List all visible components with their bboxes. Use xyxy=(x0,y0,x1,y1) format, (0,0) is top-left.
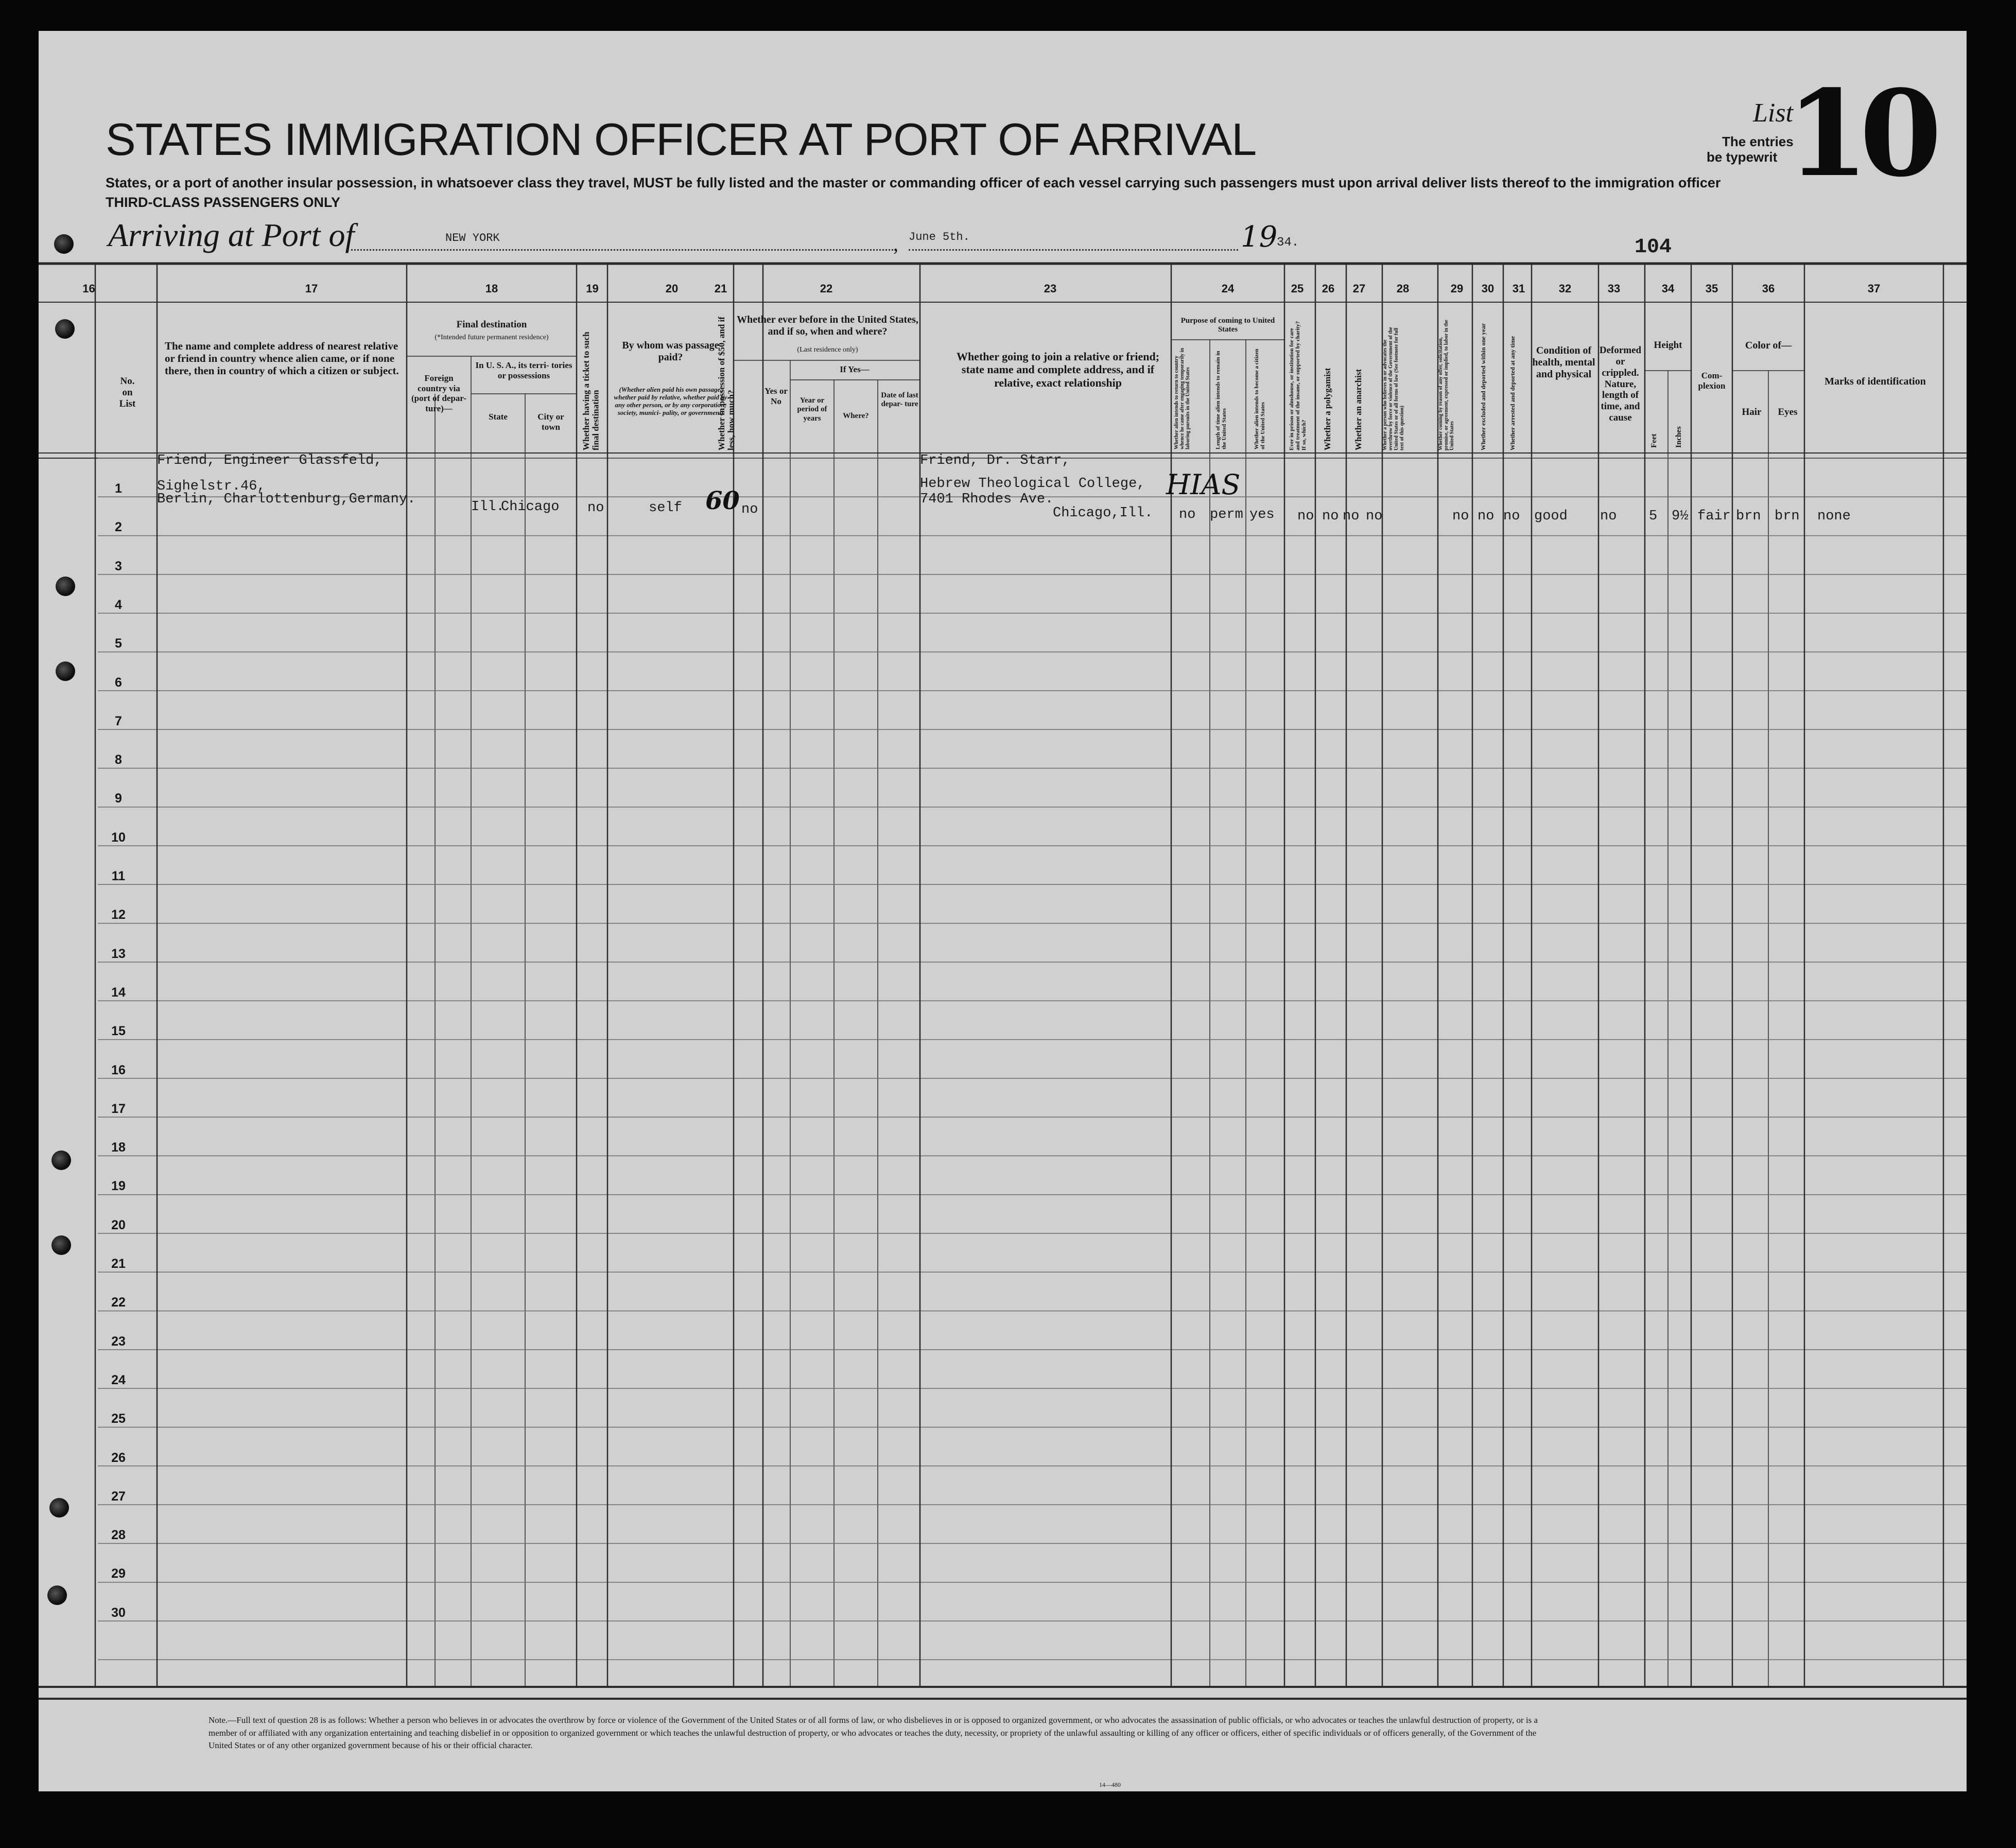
col-26-header: Whether a polygamist xyxy=(1323,368,1332,450)
col-16-header: No. on List xyxy=(119,376,136,409)
year-prefix: 19 xyxy=(1241,220,1278,254)
col-22-date-header: Date of last depar- ture xyxy=(881,391,918,409)
col-33-header: Deformed or crippled. Nature, length of time, and cause xyxy=(1599,345,1642,424)
col-31-number: 31 xyxy=(1512,282,1525,295)
row-number: 15 xyxy=(111,1024,126,1038)
instruction-line: States, or a port of another insular possession, in whatsoever class they travel, MUST be fully listed and the master or commanding officer of each vessel carrying such passengers must upon arrival deliver lists thereof to the immigration officer xyxy=(106,175,1721,190)
join-line-1: Friend, Dr. Starr, xyxy=(920,453,1070,468)
row-number: 10 xyxy=(111,830,126,845)
punch-hole xyxy=(54,234,74,254)
list-label: List xyxy=(1753,98,1794,128)
money-value: 60 xyxy=(705,486,740,515)
col-18-city-header: City or town xyxy=(537,412,564,432)
col-30-header: Whether excluded and deported within one year xyxy=(1480,323,1487,450)
join-line-3: 7401 Rhodes Ave. xyxy=(920,492,1054,507)
col-23-header: Whether going to join a relative or friend; state name and complete address, and if relative, exact relationship xyxy=(956,350,1160,389)
col-18-foreign-header: Foreign country via (port of depar- ture)— xyxy=(411,373,466,413)
col-37-number: 37 xyxy=(1867,282,1881,295)
date-value: June 5th. xyxy=(909,231,970,243)
col-21-number: 21 xyxy=(714,282,727,295)
class-label: THIRD-CLASS PASSENGERS ONLY xyxy=(106,195,341,210)
relative-line-3: Berlin, Charlottenburg,Germany. xyxy=(157,492,416,507)
row-number: 20 xyxy=(111,1218,126,1232)
row-number: 17 xyxy=(111,1102,126,1116)
col-22-yesno-header: Yes or No xyxy=(764,386,788,406)
row-number: 4 xyxy=(115,598,122,612)
col-21-header: Whether in possession of $50, and if less, how much? xyxy=(717,317,736,450)
passage-paid-value: self xyxy=(649,500,682,516)
punch-hole xyxy=(51,1150,71,1170)
row-number: 11 xyxy=(111,869,126,883)
col-20-subheader: (Whether alien paid his own passage, whether paid by relative, whether paid by any other person, or by any corporation, society, munici- pality, or government) xyxy=(614,386,727,416)
row-number: 7 xyxy=(115,714,122,728)
state-value: Ill. xyxy=(471,499,505,515)
col-17-header: The name and complete address of nearest relative or friend in country whence alien came, or if none there, then in country of which a citizen or subject. xyxy=(165,340,399,377)
col-32-number: 32 xyxy=(1558,282,1572,295)
excluded-value: no xyxy=(1478,509,1494,524)
row-number: 29 xyxy=(111,1566,126,1581)
row-number: 21 xyxy=(111,1257,126,1271)
col-24a-header: Whether alien intends to return to country whence he came after engaging temporarily in laboring pursuits in the United States xyxy=(1174,348,1191,449)
before-in-us-value: no xyxy=(741,502,758,517)
col-35-number: 35 xyxy=(1705,282,1718,295)
col-18-usa-header: In U. S. A., its terri- tories or possessions xyxy=(475,360,572,380)
punch-hole xyxy=(51,1235,71,1255)
return-value: no xyxy=(1179,507,1196,522)
col-30-number: 30 xyxy=(1481,282,1494,295)
punch-hole xyxy=(56,577,75,596)
row-number: 28 xyxy=(111,1528,126,1542)
health-value: good xyxy=(1534,509,1568,524)
row-number: 8 xyxy=(115,753,122,767)
row-number: 30 xyxy=(111,1606,126,1620)
col-34-header: Height xyxy=(1654,340,1682,351)
col-16-number: 16 xyxy=(82,282,95,295)
list-number: 10 xyxy=(1786,64,1933,203)
col-24c-header: Whether alien intends to become a citizen of the United States xyxy=(1254,348,1266,449)
col-24b-header: Length of time alien intends to remain in the United States xyxy=(1215,351,1228,449)
relative-line-2: Sighelstr.46, xyxy=(157,479,266,494)
typewriter-note-1: The entries xyxy=(1722,134,1794,149)
punch-hole xyxy=(47,1585,67,1605)
row-number: 24 xyxy=(111,1373,126,1387)
col-28-header: Whether a person who believes in or advocates the overthrow by force or violence of the Government of the United States or of all forms of law (See footnote for full text of this question) xyxy=(1382,327,1405,450)
row-number: 22 xyxy=(111,1295,126,1310)
col-36-number: 36 xyxy=(1762,282,1775,295)
col-34-inches-header: Inches xyxy=(1675,426,1683,448)
col-20-number: 20 xyxy=(665,282,679,295)
polygamist-value: no xyxy=(1322,509,1339,524)
row-number: 26 xyxy=(111,1451,126,1465)
col-20-header: By whom was passage paid? xyxy=(622,340,719,363)
col-33-number: 33 xyxy=(1607,282,1621,295)
col-35-header: Com- plexion xyxy=(1698,371,1726,391)
year-suffix: 34. xyxy=(1277,236,1299,250)
row-number: 23 xyxy=(111,1334,126,1349)
city-value: Chicago xyxy=(501,499,560,515)
col-22-subheader: (Last residence only) xyxy=(797,346,858,354)
col-25-number: 25 xyxy=(1291,282,1304,295)
footnote: Note.—Full text of question 28 is as follows: Whether a person who believes in or advocates the overthrow by force or violence of the Government of the United States or of all forms of law, or who disbelieves in or is opposed to organized government, or who advocates the assassination of public officials, or who advocates or teaches the unlawful destruction of property, or is a member of or affiliated with any organization entertaining and teaching disbelief in or opposition to organized government or which teaches the unlawful destruction of property, or who advocates or teaches the duty, necessity, or propriety of the unlawful assaulting or killing of any officer or officers, either of specific individuals or of officers generally, of the Government of the United States or of any other organized government because of his or their official character. xyxy=(208,1715,1538,1751)
col-24-number: 24 xyxy=(1221,282,1235,295)
col-23-number: 23 xyxy=(1044,282,1057,295)
marks-value: none xyxy=(1817,509,1851,524)
col-31-header: Whether arrested and deported at any time xyxy=(1509,336,1516,450)
col-17-number: 17 xyxy=(305,282,318,295)
row-number: 18 xyxy=(111,1140,126,1155)
row-number: 1 xyxy=(115,481,122,496)
col-24-header: Purpose of coming to United States xyxy=(1180,317,1275,334)
col-27-header: Whether an anarchist xyxy=(1353,369,1363,450)
col-29-header: Whether coming by reason of any offer, solicitation, promise, or agreement, expressed or implied, to labor in the United States xyxy=(1438,320,1455,450)
row-number: 16 xyxy=(111,1063,126,1077)
eyes-value: brn xyxy=(1775,509,1800,524)
deported-value: no xyxy=(1503,509,1520,524)
hias-mark: HIAS xyxy=(1166,468,1241,501)
col-34-number: 34 xyxy=(1661,282,1675,295)
col-36-header: Color of— xyxy=(1745,340,1792,351)
col-27-number: 27 xyxy=(1352,282,1366,295)
inches-value: 9½ xyxy=(1672,509,1689,524)
row-number: 13 xyxy=(111,947,126,961)
punch-hole xyxy=(49,1498,69,1518)
col-22-header: Whether ever before in the United States, and if so, when and where? xyxy=(737,314,918,337)
col-18-header: Final destination xyxy=(456,319,527,330)
row-number: 14 xyxy=(111,985,126,1000)
page-number: 104 xyxy=(1635,236,1672,259)
feet-value: 5 xyxy=(1649,509,1658,524)
port-value: NEW YORK xyxy=(445,232,500,245)
col-18-state-header: State xyxy=(489,412,508,422)
row-number: 2 xyxy=(115,520,122,534)
col-32-header: Condition of health, mental and physical xyxy=(1532,345,1595,380)
row-number: 19 xyxy=(111,1179,126,1193)
col-19-number: 19 xyxy=(586,282,599,295)
complexion-value: fair xyxy=(1697,509,1731,524)
comma-mark: , xyxy=(893,232,898,255)
punch-hole xyxy=(55,319,75,339)
row-number: 27 xyxy=(111,1489,126,1504)
col-37-header: Marks of identification xyxy=(1824,376,1926,387)
col-22-year-header: Year or period of years xyxy=(797,396,827,423)
col-18-subheader: (*Intended future permanent residence) xyxy=(435,334,549,341)
page-title: STATES IMMIGRATION OFFICER AT PORT OF ARRIVAL xyxy=(106,114,1257,165)
col-34-feet-header: Feet xyxy=(1650,433,1658,448)
relative-line-1: Friend, Engineer Glassfeld, xyxy=(157,453,383,468)
row-number: 25 xyxy=(111,1411,126,1426)
arriving-label: Arriving at Port of xyxy=(108,217,355,253)
col-22-where-header: Where? xyxy=(843,412,869,420)
row-number: 9 xyxy=(115,791,122,806)
labor-offer-value: no xyxy=(1452,509,1469,524)
col-22-number: 22 xyxy=(820,282,833,295)
col-19-header: Whether having a ticket to such final destination xyxy=(581,332,601,450)
prison-value: no xyxy=(1297,509,1314,524)
row-number: 12 xyxy=(111,908,126,922)
join-line-4: Chicago,Ill. xyxy=(1053,505,1153,521)
anarchist-value: no xyxy=(1343,509,1360,524)
row-number: 6 xyxy=(115,675,122,690)
hair-value: brn xyxy=(1736,509,1761,524)
manifest-sheet xyxy=(39,31,1967,1791)
row-number: 5 xyxy=(115,636,122,651)
row-number: 3 xyxy=(115,559,122,573)
typewriter-note-2: be typewrit xyxy=(1707,149,1778,165)
col-18-number: 18 xyxy=(485,282,498,295)
col-29-number: 29 xyxy=(1450,282,1464,295)
col-22-ifyes-header: If Yes— xyxy=(840,364,870,374)
col-26-number: 26 xyxy=(1322,282,1335,295)
ticket-value: no xyxy=(587,500,604,516)
col-36-eyes-header: Eyes xyxy=(1778,407,1798,417)
citizen-value: yes xyxy=(1249,507,1275,522)
col-25-header: Ever in prison or almshouse, or institution for care and treatment of the insane, or supported by charity? If so, which? xyxy=(1289,321,1308,450)
overthrow-value: no xyxy=(1366,509,1383,524)
col-36-hair-header: Hair xyxy=(1742,407,1762,417)
join-line-2: Hebrew Theological College, xyxy=(920,476,1145,492)
punch-hole xyxy=(56,661,75,681)
length-of-stay-value: perm xyxy=(1210,507,1243,522)
form-number: 14—480 xyxy=(1099,1781,1121,1788)
col-28-number: 28 xyxy=(1396,282,1410,295)
deformed-value: no xyxy=(1600,509,1617,524)
